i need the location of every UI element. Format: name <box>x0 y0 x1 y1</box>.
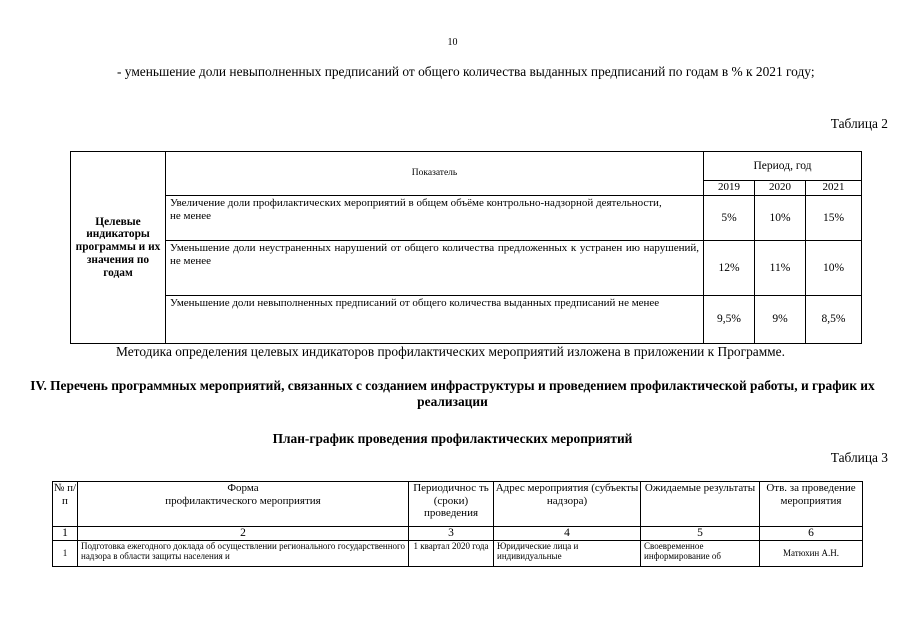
table3-row-period: 1 квартал 2020 года <box>409 540 494 566</box>
table3-row <box>53 540 863 566</box>
table3-header: Периодичнос ть (сроки) проведения <box>409 482 494 527</box>
table3-column-number: 6 <box>760 527 863 541</box>
table3-header: Форма профилактического мероприятия <box>78 482 409 527</box>
table3-header: Отв. за проведение мероприятия <box>760 482 863 527</box>
table2 <box>70 151 862 344</box>
table2-value: 8,5% <box>806 296 862 344</box>
table2-value: 5% <box>704 196 755 241</box>
table2-value: 11% <box>755 241 806 296</box>
table2-period-header: Период, год <box>704 152 862 181</box>
table3-column-number: 5 <box>641 527 760 541</box>
table3-column-number: 2 <box>78 527 409 541</box>
table2-row <box>71 296 862 344</box>
table3-row-responsible: Матюхин А.Н. <box>760 540 863 566</box>
table2-value: 10% <box>755 196 806 241</box>
table3-row-address: Юридические лица и индивидуальные <box>494 540 641 566</box>
table3-header: Ожидаемые результаты <box>641 482 760 527</box>
table2-row-text: Уменьшение доли невыполненных предписаний от общего количества выданных предписаний не менее <box>166 296 704 344</box>
table2-indicator-header: Показатель <box>166 152 704 196</box>
table2-value: 12% <box>704 241 755 296</box>
table3-header: Адрес мероприятия (субъекты надзора) <box>494 482 641 527</box>
table3-column-number: 4 <box>494 527 641 541</box>
methodology-note: Методика определения целевых индикаторов профилактических мероприятий изложена в приложении к Программе. <box>116 344 785 359</box>
table3-column-number: 1 <box>53 527 78 541</box>
intro-paragraph: - уменьшение доли невыполненных предписаний от общего количества выданных предписаний по годам в % к 2021 году; <box>117 64 815 79</box>
table2-row <box>71 241 862 296</box>
table2-year: 2019 <box>704 181 755 196</box>
table2-row-text: Увеличение доли профилактических мероприятий в общем объёме контрольно-надзорной деятельности, не менее <box>166 196 704 241</box>
table3-row-form: Подготовка ежегодного доклада об осуществлении регионального государственного надзора в области защиты населения и <box>78 540 409 566</box>
table2-caption: Таблица 2 <box>830 116 888 131</box>
table3-row-num: 1 <box>53 540 78 566</box>
table2-row <box>71 196 862 241</box>
page-number: 10 <box>447 37 458 48</box>
table2-value: 9,5% <box>704 296 755 344</box>
plan-heading: План-график проведения профилактических мероприятий <box>272 431 633 446</box>
section-iv-heading: IV. Перечень программных мероприятий, связанных с созданием инфраструктуры и проведением профилактической работы, и график их реализации <box>30 378 875 409</box>
table2-year: 2020 <box>755 181 806 196</box>
table3-caption: Таблица 3 <box>830 450 888 465</box>
table2-side-label: Целевые индикаторы программы и их значения по годам <box>71 152 166 344</box>
table2-row-text: Уменьшение доли неустраненных нарушений от общего количества предложенных к устранен ию нарушений, не менее <box>166 241 704 296</box>
table3-row-result: Своевременное информирование об <box>641 540 760 566</box>
table3-header: № п/п <box>53 482 78 527</box>
table2-value: 10% <box>806 241 862 296</box>
table3 <box>52 481 863 567</box>
table2-year: 2021 <box>806 181 862 196</box>
table2-value: 15% <box>806 196 862 241</box>
table2-value: 9% <box>755 296 806 344</box>
table3-column-number: 3 <box>409 527 494 541</box>
